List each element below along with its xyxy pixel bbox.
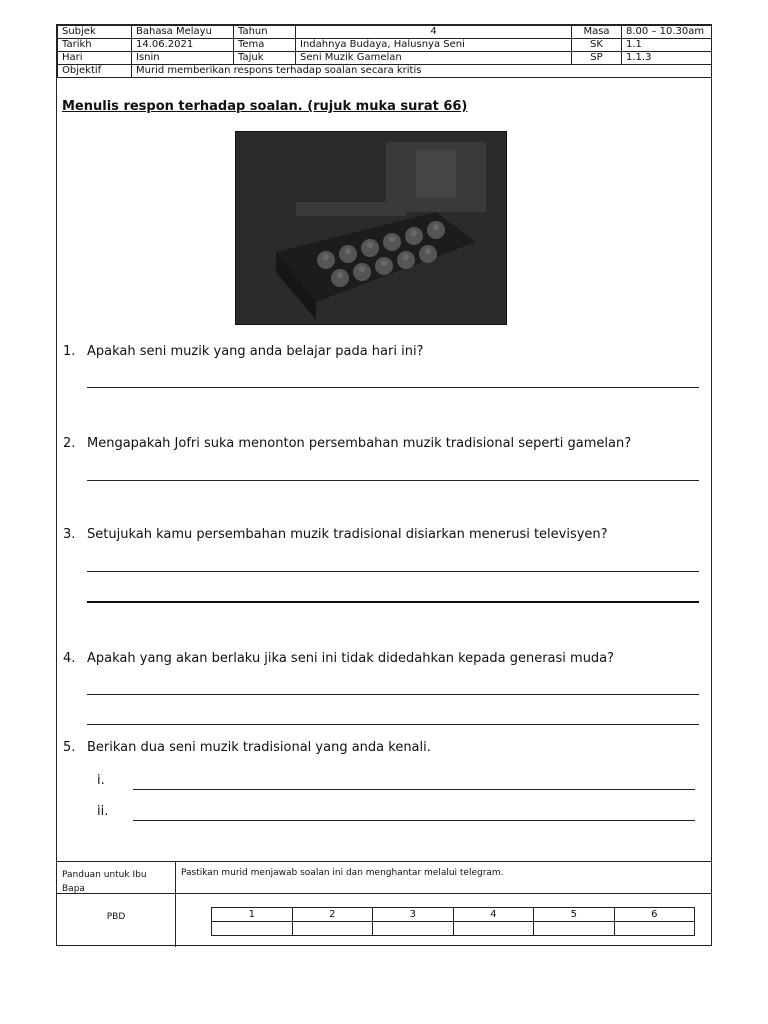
sk-label: SK <box>572 39 622 52</box>
pbd-level: 2 <box>292 908 373 922</box>
parent-instruction: Pastikan murid menjawab soalan ini dan menghantar melalui telegram. <box>181 868 504 878</box>
question-3 <box>63 527 608 542</box>
question-5 <box>63 740 431 755</box>
question-text: Berikan dua seni muzik tradisional yang anda kenali. <box>87 740 431 755</box>
pbd-level: 4 <box>453 908 534 922</box>
lesson-info-table <box>57 25 712 78</box>
question-number: 3. <box>63 527 76 542</box>
objektif-value: Murid memberikan respons terhadap soalan secara kritis <box>132 65 712 78</box>
parent-guide-section <box>57 861 711 947</box>
hari-label: Hari <box>58 52 132 65</box>
question-number: 4. <box>63 651 76 666</box>
question-text: Setujukah kamu persembahan muzik tradisional disiarkan menerusi televisyen? <box>87 527 608 542</box>
pbd-label: PBD <box>106 912 126 922</box>
pbd-level: 5 <box>534 908 615 922</box>
sk-value: 1.1 <box>622 39 712 52</box>
sp-value: 1.1.3 <box>622 52 712 65</box>
question-number: 5. <box>63 740 76 755</box>
question-text: Mengapakah Jofri suka menonton persembahan muzik tradisional seperti gamelan? <box>87 436 632 451</box>
tajuk-value: Seni Muzik Gamelan <box>296 52 572 65</box>
gamelan-photo <box>235 131 507 325</box>
tahun-value: 4 <box>296 26 572 39</box>
answer-line[interactable] <box>133 820 695 821</box>
pbd-level: 1 <box>212 908 293 922</box>
tajuk-label: Tajuk <box>234 52 296 65</box>
pbd-level: 6 <box>614 908 695 922</box>
objektif-label: Objektif <box>58 65 132 78</box>
subjek-value: Bahasa Melayu <box>132 26 234 39</box>
tema-value: Indahnya Budaya, Halusnya Seni <box>296 39 572 52</box>
masa-label: Masa <box>572 26 622 39</box>
question-text: Apakah seni muzik yang anda belajar pada hari ini? <box>87 344 424 359</box>
question-number: 1. <box>63 344 76 359</box>
masa-value: 8.00 – 10.30am <box>622 26 712 39</box>
tema-label: Tema <box>234 39 296 52</box>
divider <box>175 862 176 947</box>
pbd-level: 3 <box>373 908 454 922</box>
answer-line[interactable] <box>87 724 699 725</box>
pbd-mark-cell[interactable] <box>373 922 454 936</box>
answer-line[interactable] <box>87 387 699 388</box>
answer-line[interactable] <box>87 694 699 695</box>
answer-line[interactable] <box>87 480 699 481</box>
question-number: 2. <box>63 436 76 451</box>
sub-item-ii: ii. <box>97 804 109 819</box>
question-1 <box>63 344 423 359</box>
tahun-label: Tahun <box>234 26 296 39</box>
gamelan-image <box>236 132 506 324</box>
panduan-label: Panduan untuk Ibu Bapa <box>62 870 147 894</box>
sub-item-i: i. <box>97 773 105 788</box>
pbd-mark-cell[interactable] <box>614 922 695 936</box>
worksheet-title: Menulis respon terhadap soalan. (rujuk muka surat 66) <box>62 99 468 114</box>
answer-line[interactable] <box>133 789 695 790</box>
pbd-level-table <box>211 907 695 936</box>
question-4 <box>63 651 614 666</box>
worksheet <box>56 24 712 946</box>
pbd-mark-cell[interactable] <box>534 922 615 936</box>
question-2 <box>63 436 631 451</box>
question-text: Apakah yang akan berlaku jika seni ini tidak didedahkan kepada generasi muda? <box>87 651 615 666</box>
subjek-label: Subjek <box>58 26 132 39</box>
pbd-mark-cell[interactable] <box>453 922 534 936</box>
pbd-mark-cell[interactable] <box>292 922 373 936</box>
sp-label: SP <box>572 52 622 65</box>
hari-value: Isnin <box>132 52 234 65</box>
tarikh-label: Tarikh <box>58 39 132 52</box>
pbd-mark-cell[interactable] <box>212 922 293 936</box>
answer-line[interactable] <box>87 601 699 603</box>
answer-line[interactable] <box>87 571 699 572</box>
tarikh-value: 14.06.2021 <box>132 39 234 52</box>
